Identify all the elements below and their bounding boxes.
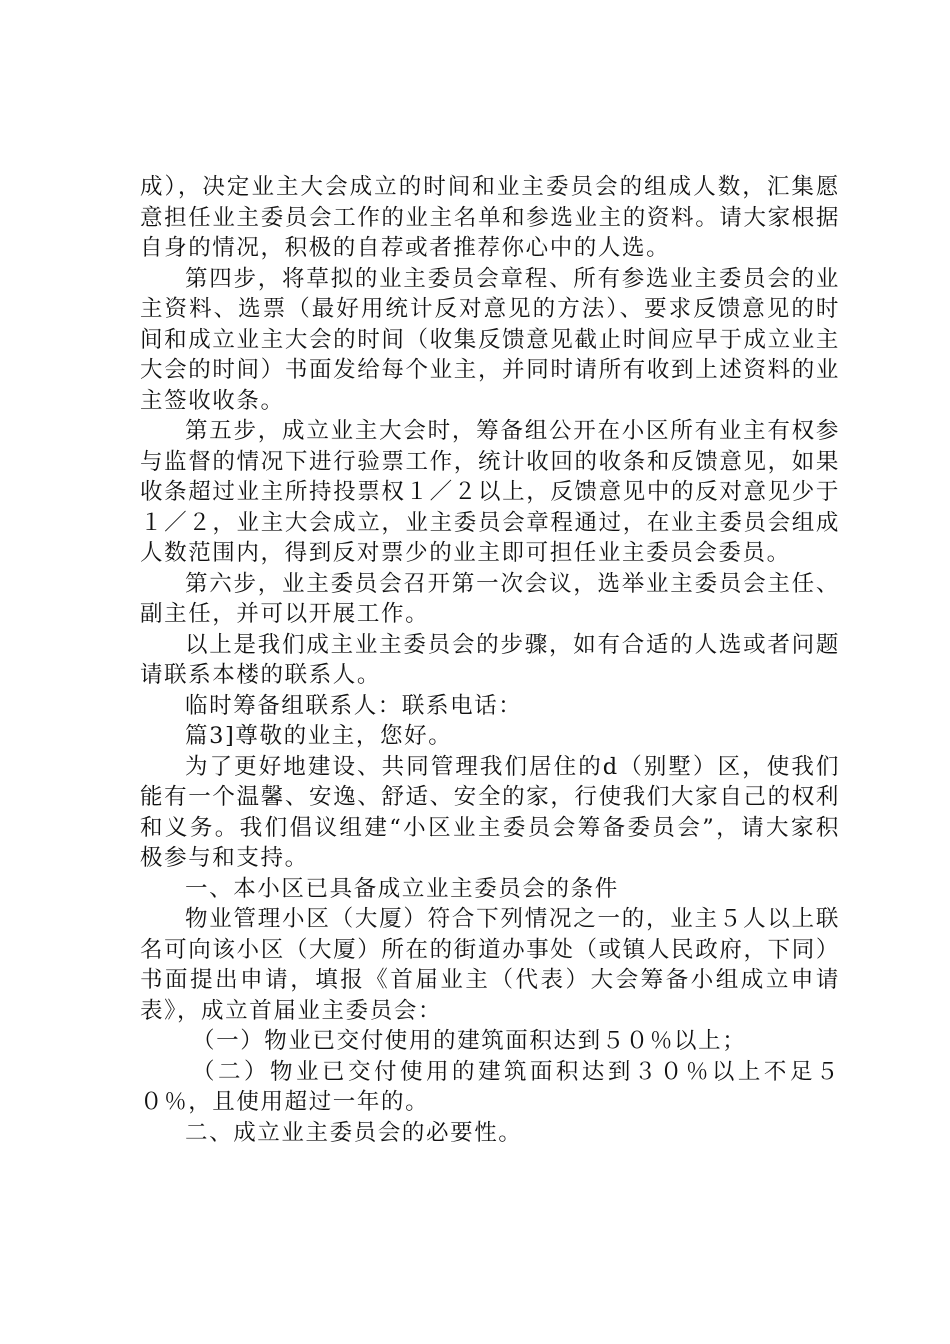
heading-necessity: 二、成立业主委员会的必要性。 bbox=[185, 1119, 523, 1146]
paragraph-step-six: 第六步，业主委员会召开第一次会议，选举业主委员会主任、副主任，并可以开展工作。 bbox=[140, 570, 840, 627]
paragraph-continuation: 成），决定业主大会成立的时间和业主委员会的组成人数，汇集愿意担任业主委员会工作的业主名单和参选业主的资料。请大家根据自身的情况，积极的自荐或者推荐你心中的人选。 bbox=[140, 174, 840, 261]
paragraph-conditions: 物业管理小区（大厦）符合下列情况之一的，业主５人以上联名可向该小区（大厦）所在的街道办事处（或镇人民政府，下同）书面提出申请，填报《首届业主（代表）大会筹备小组成立申请表》，成立首届业主委员会： bbox=[140, 906, 840, 1024]
paragraph-step-five: 第五步，成立业主大会时，筹备组公开在小区所有业主有权参与监督的情况下进行验票工作，统计收回的收条和反馈意见，如果收条超过业主所持投票权１／２以上，反馈意见中的反对意见少于１／２，业主大会成立，业主委员会章程通过，在业主委员会组成人数范围内，得到反对票少的业主即可担任业主委员会委员。 bbox=[140, 418, 840, 566]
list-item-condition-two: （二）物业已交付使用的建筑面积达到３０％以上不足５０％，且使用超过一年的。 bbox=[140, 1058, 840, 1115]
paragraph-contact-line: 临时筹备组联系人：联系电话： bbox=[185, 692, 523, 719]
document-body bbox=[140, 172, 840, 1148]
paragraph-proposal: 为了更好地建设、共同管理我们居住的d（别墅）区，使我们能有一个温馨、安逸、舒适、安全的家，行使我们大家自己的权利和义务。我们倡议组建“小区业主委员会筹备委员会”，请大家积极参与和支持。 bbox=[140, 753, 840, 871]
paragraph-section-greeting: 篇3]尊敬的业主，您好。 bbox=[185, 723, 453, 749]
paragraph-step-four: 第四步，将草拟的业主委员会章程、所有参选业主委员会的业主资料、选票（最好用统计反对意见的方法）、要求反馈意见的时间和成立业主大会的时间（收集反馈意见截止时间应早于成立业主大会的时间）书面发给每个业主，并同时请所有收到上述资料的业主签收收条。 bbox=[140, 265, 840, 414]
list-item-condition-one: （一）物业已交付使用的建筑面积达到５０％以上； bbox=[192, 1028, 747, 1054]
heading-conditions: 一、本小区已具备成立业主委员会的条件 bbox=[185, 875, 619, 902]
paragraph-closing-note: 以上是我们成主业主委员会的步骤，如有合适的人选或者问题请联系本楼的联系人。 bbox=[140, 631, 840, 688]
